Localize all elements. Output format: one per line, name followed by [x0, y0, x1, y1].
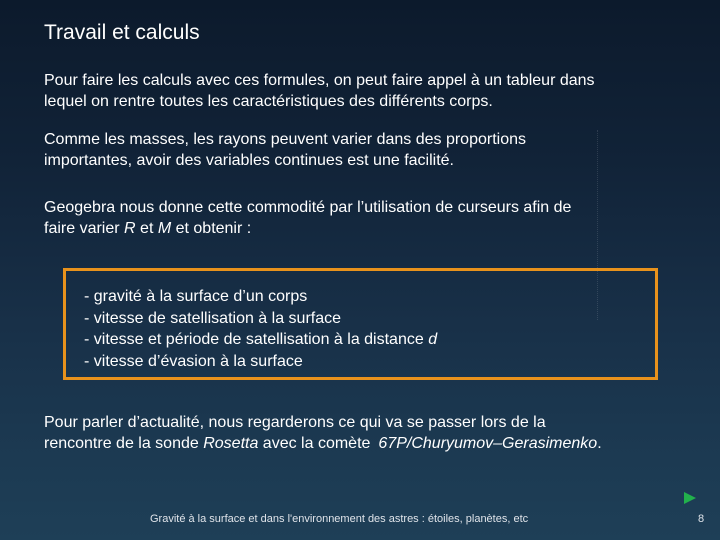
text-fragment: et obtenir : — [171, 220, 252, 237]
page-number: 8 — [698, 513, 705, 525]
variable-d: d — [428, 331, 438, 348]
paragraph-line: Pour faire les calculs avec ces formules, on peut faire appel à un tableur dans — [44, 72, 595, 89]
probe-name: Rosetta — [203, 435, 259, 452]
text-fragment: et — [135, 220, 158, 237]
text-fragment: - vitesse et période de satellisation à la distance — [84, 331, 429, 348]
text-fragment: rencontre de la sonde — [44, 435, 204, 452]
paragraph-line: Comme les masses, les rayons peuvent varier dans des proportions — [44, 131, 526, 148]
variable-r: R — [124, 220, 136, 237]
list-item — [84, 329, 437, 351]
next-slide-arrow-icon[interactable] — [684, 492, 696, 504]
paragraph-rosetta — [44, 412, 704, 454]
list-item: - vitesse de satellisation à la surface — [84, 309, 342, 327]
text-fragment: . — [597, 435, 602, 452]
comet-name: 67P/Churyumov–Gerasimenko — [378, 435, 598, 452]
paragraph-line: Pour parler d’actualité, nous regarderons ce qui va se passer lors de la — [44, 414, 546, 431]
paragraph-line — [44, 435, 602, 452]
slide-title: Travail et calculs — [44, 21, 200, 44]
paragraph-line: lequel on rentre toutes les caractéristiques des différents corps. — [44, 93, 493, 110]
paragraph-line: importantes, avoir des variables continues est une facilité. — [44, 152, 454, 169]
paragraph-variables — [44, 129, 704, 171]
list-item: - vitesse d’évasion à la surface — [84, 352, 303, 370]
paragraph-line: Geogebra nous donne cette commodité par l’utilisation de curseurs afin de — [44, 199, 572, 216]
paragraph-line — [44, 220, 251, 237]
variable-m: M — [157, 220, 172, 237]
paragraph-spreadsheet — [44, 70, 704, 112]
computed-quantities-list — [84, 286, 437, 372]
paragraph-geogebra — [44, 197, 704, 239]
list-item: - gravité à la surface d’un corps — [84, 288, 308, 305]
text-fragment: faire varier — [44, 220, 125, 237]
text-fragment: avec la comète — [258, 435, 371, 452]
slide-footer: Gravité à la surface et dans l'environnement des astres : étoiles, planètes, etc — [150, 513, 529, 525]
